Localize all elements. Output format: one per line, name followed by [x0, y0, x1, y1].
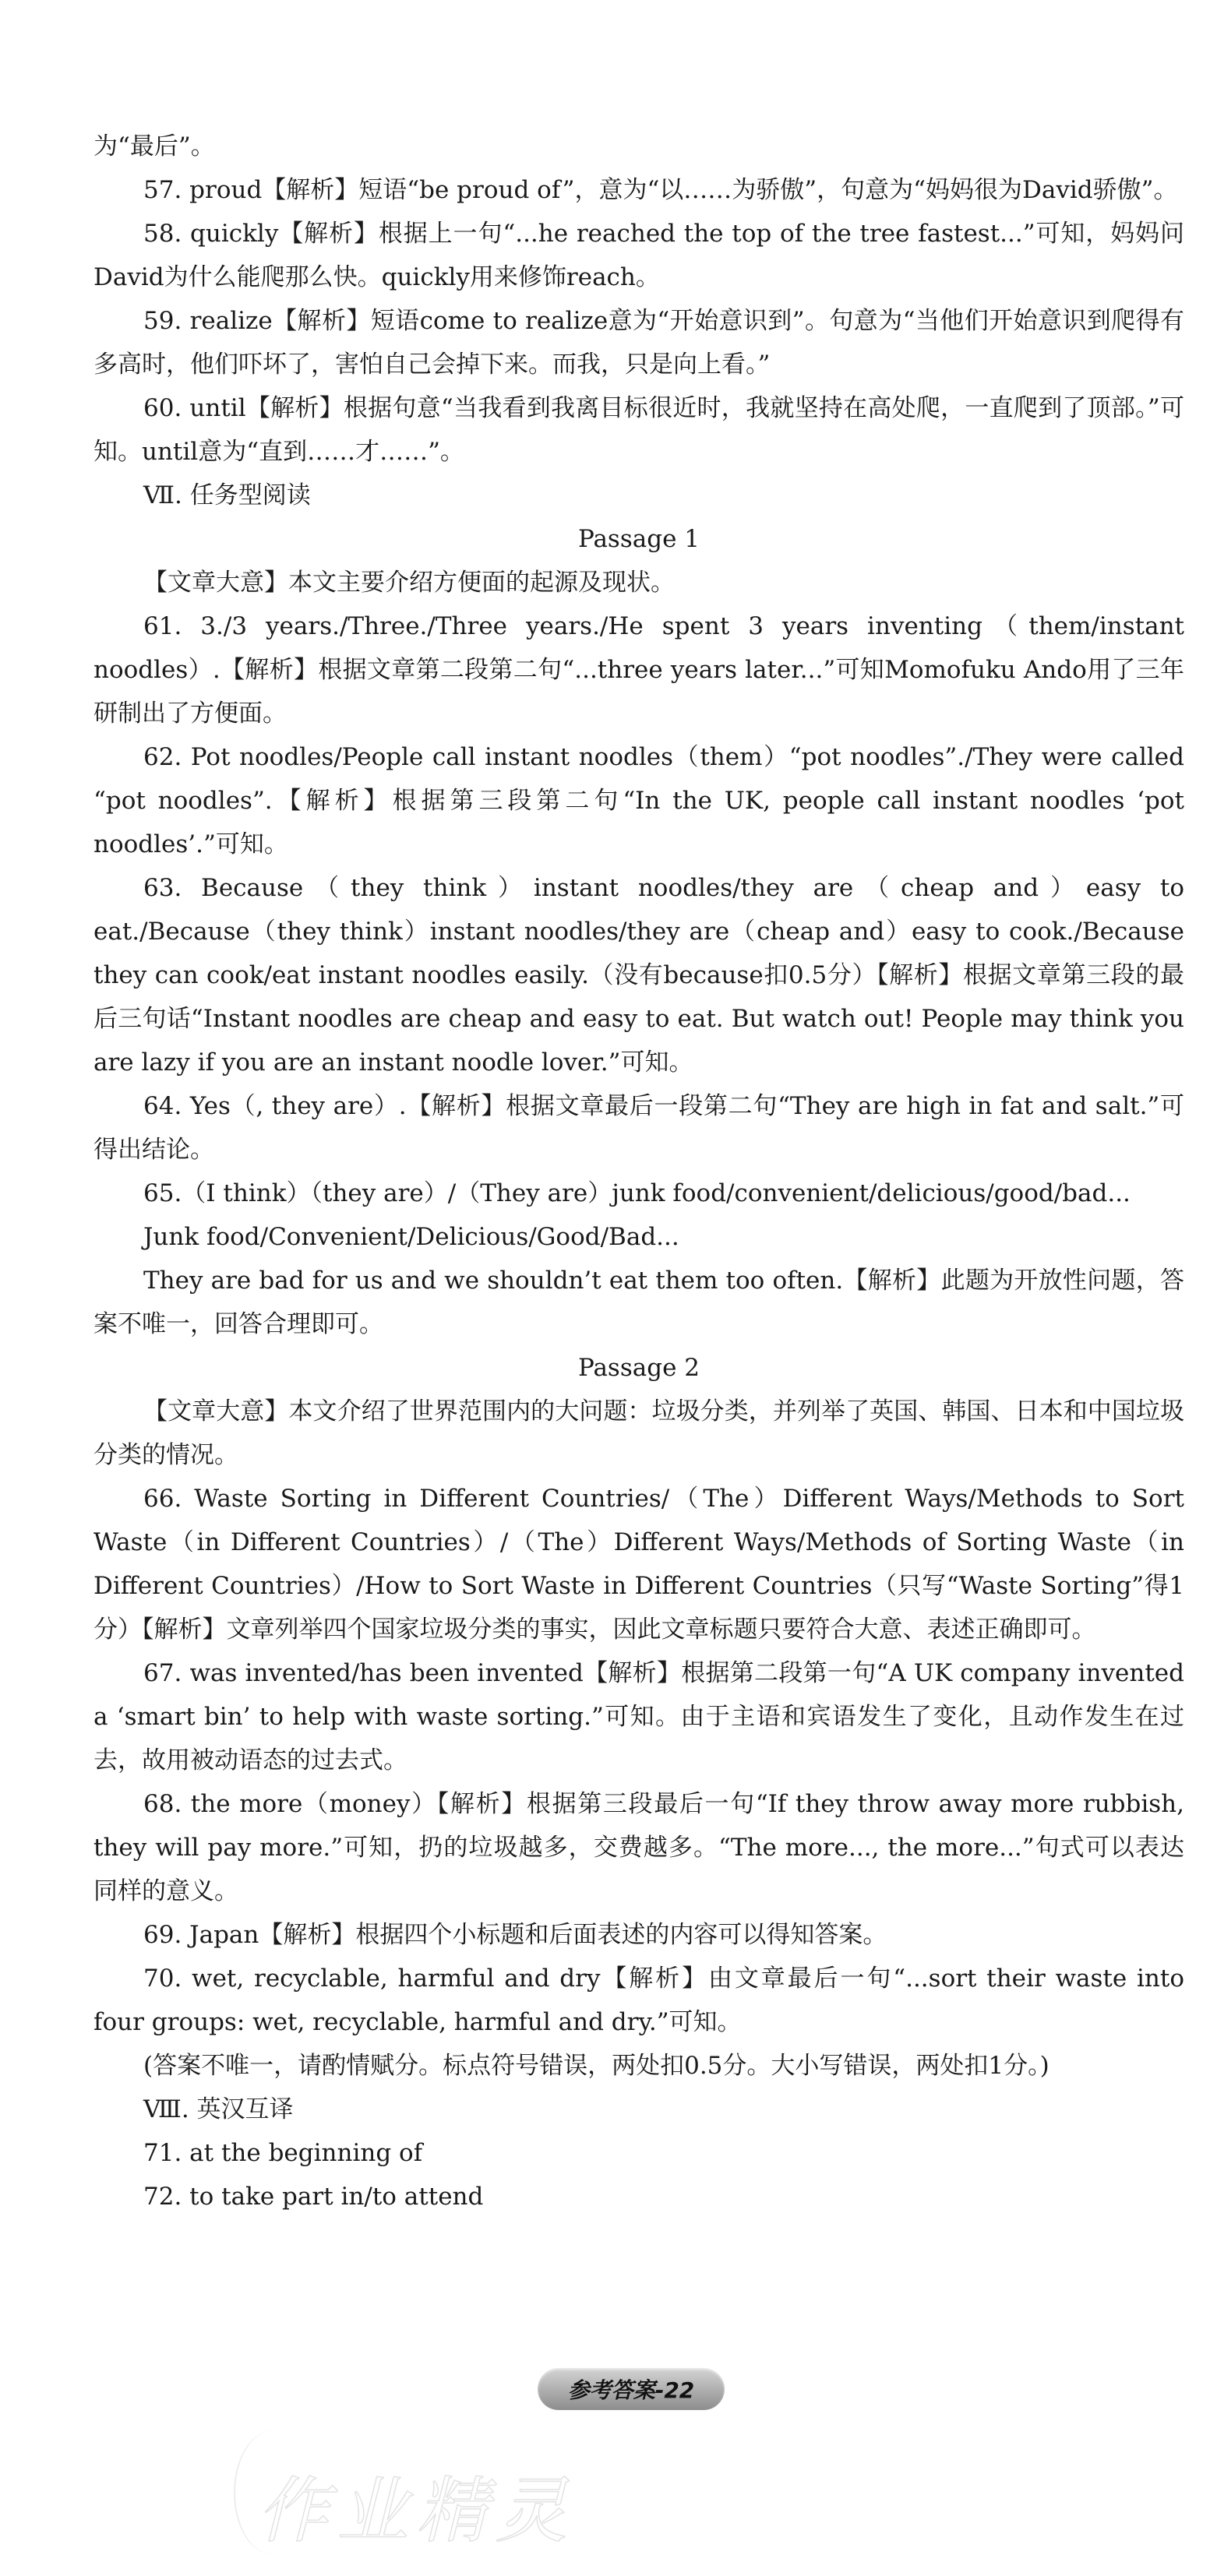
scoring-note: (答案不唯一，请酌情赋分。标点符号错误，两处扣0.5分。大小写错误，两处扣1分。)	[143, 2052, 1049, 2080]
answer-67: 67. was invented/has been invented【解析】根据第二段第一句“A UK company invented a ‘smart bin’ to help with waste sorting.”可知。由于主语和宾语发生了变化，且动作发生在过去，故用被动语态的过去式。	[93, 1659, 1184, 1774]
answer-65: 65.（I think）（they are）/（They are）junk food/convenient/delicious/good/bad...	[143, 1179, 1131, 1207]
answer-64: 64. Yes（, they are）.【解析】根据文章最后一段第二句“They are high in fat and salt.”可得出结论。	[93, 1092, 1184, 1164]
answer-57: 57. proud【解析】短语“be proud of”，意为“以……为骄傲”，句意为“妈妈很为David骄傲”。	[143, 176, 1178, 204]
answer-60: 60. until【解析】根据句意“当我看到我离目标很近时，我就坚持在高处爬，一直爬到了顶部。”可知。until意为“直到……才……”。	[93, 394, 1184, 466]
section-heading-7: Ⅶ. 任务型阅读	[143, 481, 311, 509]
answer-58: 58. quickly【解析】根据上一句“...he reached the top of the tree fastest...”可知，妈妈问David为什么能爬那么快。quickly用来修饰reach。	[93, 220, 1184, 291]
section-heading-8: Ⅷ. 英汉互译	[143, 2095, 294, 2123]
answer-59: 59. realize【解析】短语come to realize意为“开始意识到”。句意为“当他们开始意识到爬得有多高时，他们吓坏了，害怕自己会掉下来。而我，只是向上看。”	[93, 307, 1184, 379]
answer-key-content	[93, 125, 1184, 2218]
passage-2-summary: 【文章大意】本文介绍了世界范围内的大问题：垃圾分类，并列举了英国、韩国、日本和中国垃圾分类的情况。	[93, 1397, 1184, 1469]
answer-62: 62. Pot noodles/People call instant noodles（them）“pot noodles”./They were called “pot noodles”.【解析】根据第三段第二句“In the UK, people call instant noodles ‘pot noodles’.”可知。	[93, 743, 1184, 858]
answer-65-alt: Junk food/Convenient/Delicious/Good/Bad...	[143, 1223, 679, 1251]
answer-66: 66. Waste Sorting in Different Countries/（The）Different Ways/Methods to Sort Waste（in Different Countries）/（The）Different Ways/Methods of Sorting Waste（in Different Countries）/How to Sort Waste in Different Countries（只写“Waste Sorting”得1分）【解析】文章列举四个国家垃圾分类的事实，因此文章标题只要符合大意、表述正确即可。	[93, 1485, 1184, 1644]
answer-61: 61. 3./3 years./Three./Three years./He spent 3 years inventing（them/instant noodles）.【解析】根据文章第二段第二句“...three years later...”可知Momofuku Ando用了三年研制出了方便面。	[93, 612, 1184, 728]
passage-1-summary: 【文章大意】本文主要介绍方便面的起源及现状。	[143, 569, 675, 597]
answer-69: 69. Japan【解析】根据四个小标题和后面表述的内容可以得知答案。	[143, 1921, 887, 1949]
answer-70: 70. wet, recyclable, harmful and dry【解析】由文章最后一句“...sort their waste into four groups: wet, recyclable, harmful and dry.”可知。	[93, 1965, 1184, 2036]
answer-63: 63. Because（they think）instant noodles/they are（cheap and）easy to eat./Because（they think）instant noodles/they are（cheap and）easy to cook./Because they can cook/eat instant noodles easily.（没有because扣0.5分）【解析】根据文章第三段的最后三句话“Instant noodles are cheap and easy to eat. But watch out! People may think you are lazy if you are an instant noodle lover.”可知。	[93, 874, 1184, 1077]
passage-2-title: Passage 2	[577, 1354, 700, 1382]
answer-72: 72. to take part in/to attend	[143, 2183, 484, 2211]
passage-1-title: Passage 1	[577, 525, 700, 553]
page-number-badge: 参考答案-22	[538, 2368, 725, 2410]
watermark-text: 作业精灵	[257, 2469, 576, 2553]
answer-65-alt-2: They are bad for us and we shouldn’t eat them too often.【解析】此题为开放性问题，答案不唯一，回答合理即可。	[93, 1267, 1184, 1338]
answer-68: 68. the more（money）【解析】根据第三段最后一句“If they throw away more rubbish, they will pay more.”可知，扔的垃圾越多，交费越多。“The more..., the more...”句式可以表达同样的意义。	[93, 1790, 1184, 1905]
text-line: 为“最后”。	[93, 132, 215, 160]
answer-71: 71. at the beginning of	[143, 2139, 423, 2167]
